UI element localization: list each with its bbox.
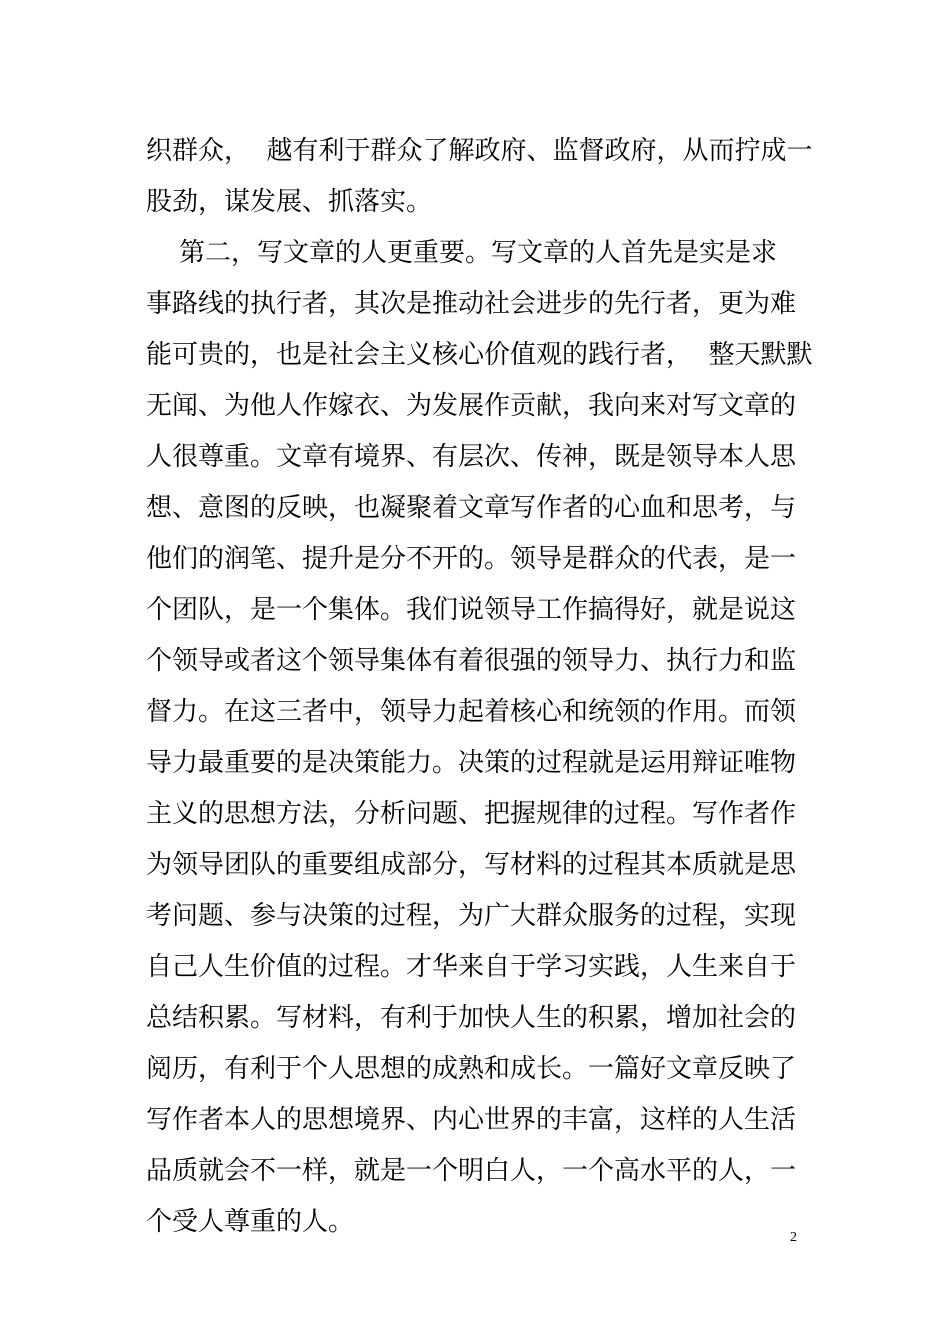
text-line: 他们的润笔、提升是分不开的。领导是群众的代表，是一 bbox=[146, 544, 797, 574]
text-line: 主义的思想方法，分析问题、把握规律的过程。写作者作 bbox=[146, 799, 797, 829]
text-line: 考问题、参与决策的过程，为广大群众服务的过程，实现 bbox=[146, 901, 797, 931]
text-line: 能可贵的，也是社会主义核心价值观的践行者， 整天默默 bbox=[146, 340, 813, 370]
text-line: 第二，写文章的人更重要。写文章的人首先是实是求 bbox=[146, 238, 778, 268]
text-line: 个团队，是一个集体。我们说领导工作搞得好，就是说这 bbox=[146, 595, 797, 625]
body-text bbox=[146, 126, 816, 1248]
text-line: 品质就会不一样，就是一个明白人，一个高水平的人，一 bbox=[146, 1156, 797, 1186]
text-line: 股劲，谋发展、抓落实。 bbox=[146, 187, 433, 217]
text-line: 阅历，有利于个人思想的成熟和成长。一篇好文章反映了 bbox=[146, 1054, 797, 1084]
text-line: 为领导团队的重要组成部分，写材料的过程其本质就是思 bbox=[146, 850, 797, 880]
text-line: 个受人尊重的人。 bbox=[146, 1207, 355, 1237]
text-line: 总结积累。写材料，有利于加快人生的积累，增加社会的 bbox=[146, 1003, 797, 1033]
text-line: 无闻、为他人作嫁衣、为发展作贡献，我向来对写文章的 bbox=[146, 391, 797, 421]
text-line: 督力。在这三者中，领导力起着核心和统领的作用。而领 bbox=[146, 697, 797, 727]
text-line: 个领导或者这个领导集体有着很强的领导力、执行力和监 bbox=[146, 646, 797, 676]
text-line: 事路线的执行者，其次是推动社会进步的先行者，更为难 bbox=[146, 289, 797, 319]
text-line: 导力最重要的是决策能力。决策的过程就是运用辩证唯物 bbox=[146, 748, 797, 778]
text-line: 自己人生价值的过程。才华来自于学习实践，人生来自于 bbox=[146, 952, 797, 982]
text-line: 织群众， 越有利于群众了解政府、监督政府，从而拧成一 bbox=[146, 136, 813, 166]
page-number: 2 bbox=[790, 1230, 797, 1245]
text-line: 人很尊重。文章有境界、有层次、传神，既是领导本人思 bbox=[146, 442, 797, 472]
text-line: 想、意图的反映，也凝聚着文章写作者的心血和思考，与 bbox=[146, 493, 797, 523]
text-line: 写作者本人的思想境界、内心世界的丰富，这样的人生活 bbox=[146, 1105, 797, 1135]
